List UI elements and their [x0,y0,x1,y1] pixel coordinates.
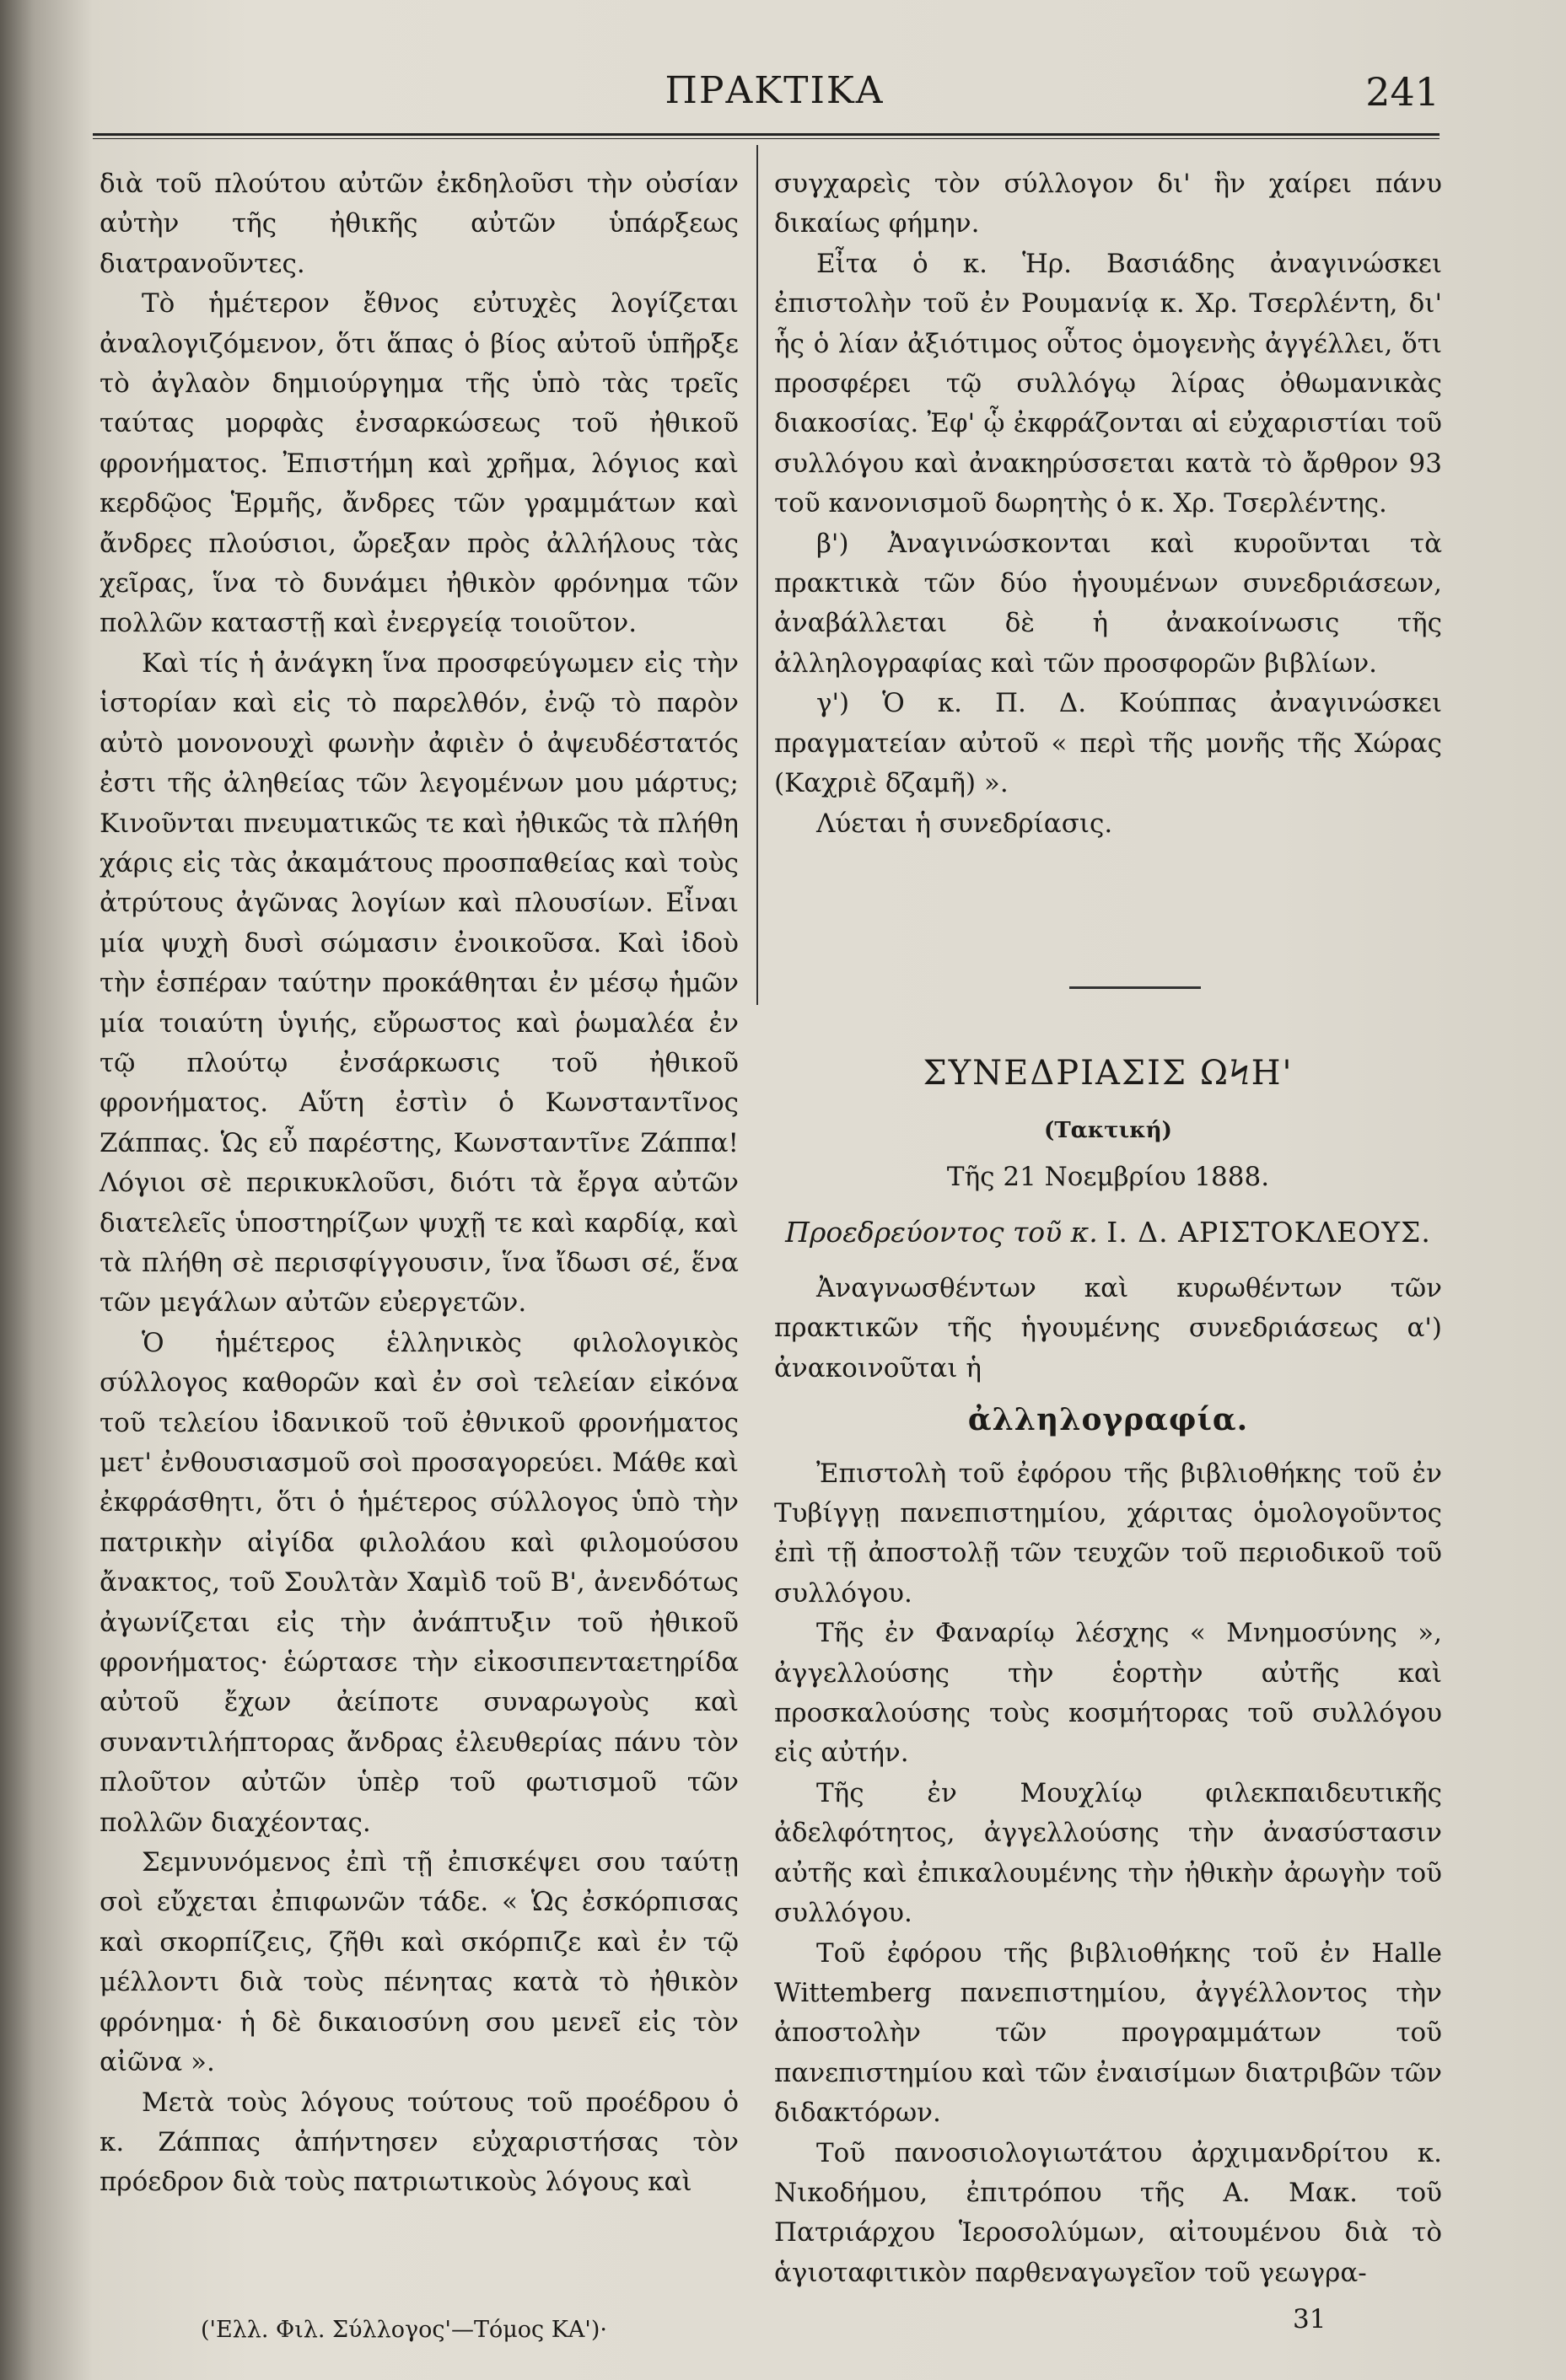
paragraph: Τοῦ πανοσιολογιωτάτου ἀρχιμανδρίτου κ. Νικοδήμου, ἐπιτρόπου τῆς Α. Μακ. τοῦ Πατριάρχου Ἱεροσολύμων, αἰτουμένου διὰ τὸ ἁγιοταφιτικὸν παρθεναγωγεῖον τοῦ γεωγρα- [774,2137,1442,2288]
left-column [100,164,739,2203]
paragraph: Ἐπιστολὴ τοῦ ἐφόρου τῆς βιβλιοθήκης τοῦ ἐν Τυβίγγῃ πανεπιστημίου, χάριτας ὁμολογοῦντος ἐπὶ τῇ ἀποστολῇ τῶν τευχῶν τοῦ περιοδικοῦ τοῦ συλλόγου. [774,1458,1442,1609]
paragraph: συγχαρεὶς τὸν σύλλογον δι' ἣν χαίρει πάνυ δικαίως φήμην. [774,169,1442,239]
footer-source: ('Ελλ. Φιλ. Σύλλογος'—Τόμος ΚΑ')· [201,2317,607,2343]
paragraph: γ') Ὁ κ. Π. Δ. Κούππας ἀναγινώσκει πραγματείαν αὐτοῦ « περὶ τῆς μονῆς τῆς Χώρας (Καχριὲ δζαμῆ) ». [774,688,1442,799]
paragraph: Ἀναγνωσθέντων καὶ κυρωθέντων τῶν πρακτικῶν τῆς ἡγουμένης συνεδριάσεως α') ἀνακοινοῦται ἡ [774,1273,1442,1383]
presiding-prefix: Προεδρεύοντος τοῦ κ. [785,1216,1098,1249]
session-date: Τῆς 21 Νοεμβρίου 1888. [946,1162,1270,1192]
right-column-bottom [774,1269,1442,2293]
page-header [110,69,1440,128]
paragraph: Καὶ τίς ἡ ἀνάγκη ἵνα προσφεύγωμεν εἰς τὴν ἱστορίαν καὶ εἰς τὸ παρελθόν, ἐνῷ τὸ παρὸν αὐτὸ μονονουχὶ φωνὴν ἀφιὲν ὁ ἀψευδέστατός ἐστι τῆς ἀληθείας τῶν λεγομένων μου μάρτυς; Κινοῦνται πνευματικῶς τε καὶ ἠθικῶς τὰ πλήθη χάρις εἰς τὰς ἀκαμάτους προσπαθείας καὶ τοὺς ἀτρύτους ἀγῶνας λογίων καὶ πλουσίων. Εἶναι μία ψυχὴ δυσὶ σώμασιν ἐνοικοῦσα. Καὶ ἰδοὺ τὴν ἑσπέραν ταύτην προκάθηται ἐν μέσῳ ἡμῶν μία τοιαύτη ὑγιής, εὔρωστος καὶ ῥωμαλέα ἐν τῷ πλούτῳ ἐνσάρκωσις τοῦ ἠθικοῦ φρονήματος. Αὕτη ἐστὶν ὁ Κωνσταντῖνος Ζάππας. Ὡς εὖ παρέστης, Κωνσταντῖνε Ζάππα! Λόγιοι σὲ περικυκλοῦσι, διότι τὰ ἔργα αὐτῶν διατελεῖς ὑποστηρίζων ψυχῇ τε καὶ καρδίᾳ, καὶ τὰ πλήθη σὲ περισφίγγουσιν, ἵνα ἴδωσι σέ, ἕνα τῶν μεγάλων αὐτῶν εὐεργετῶν. [100,647,739,1319]
page-number: 241 [1365,69,1440,115]
signature-mark: 31 [1293,2304,1327,2334]
paragraph: Λύεται ἡ συνεδρίασις. [816,808,1113,839]
right-column-top [774,164,1442,844]
correspondence-heading: ἀλληλογραφία. [967,1402,1249,1438]
paragraph: β') Ἀναγινώσκονται καὶ κυροῦνται τὰ πρακτικὰ τῶν δύο ἡγουμένων συνεδριάσεων, ἀναβάλλεται δὲ ἡ ἀνακοίνωσις τῆς ἀλληλογραφίας καὶ τῶν προσφορῶν βιβλίων. [774,528,1442,679]
paragraph: Τῆς ἐν Μουχλίῳ φιλεκπαιδευτικῆς ἀδελφότητος, ἀγγελλούσης τὴν ἀνασύστασιν αὐτῆς καὶ ἐπικαλουμένης τὴν ἠθικὴν ἀρωγὴν τοῦ συλλόγου. [774,1777,1442,1929]
session-type: (Τακτική) [1044,1118,1172,1143]
column-divider [756,145,758,1005]
paragraph: Τῆς ἐν Φαναρίῳ λέσχης « Μνημοσύνης », ἀγγελλούσης τὴν ἑορτὴν αὐτῆς καὶ προσκαλούσης τοὺς κοσμήτορας τοῦ συλλόγου εἰς αὐτήν. [774,1618,1442,1769]
presiding-name: Ι. Δ. ΑΡΙΣΤΟΚΛΕΟΥΣ. [1106,1216,1431,1249]
paragraph: Τοῦ ἐφόρου τῆς βιβλιοθήκης τοῦ ἐν Halle Wittemberg πανεπιστημίου, ἀγγέλλοντος τὴν ἀποστολὴν τῶν προγραμμάτων τοῦ πανεπιστημίου καὶ τῶν ἐναισίμων διατριβῶν τῶν διδακτόρων. [774,1937,1442,2129]
header-rule [93,133,1440,139]
presiding-line [774,1216,1442,1249]
paragraph: Σεμνυνόμενος ἐπὶ τῇ ἐπισκέψει σου ταύτῃ σοὶ εὔχεται ἐπιφωνῶν τάδε. « Ὡς ἐσκόρπισας καὶ σκορπίζεις, ζῆθι καὶ σκόρπιζε καὶ ἐν τῷ μέλλοντι διὰ τοὺς πένητας κατὰ τὸ ἠθικὸν φρόνημα· ἡ δὲ δικαιοσύνη σου μενεῖ εἰς τὸν αἰῶνα ». [100,1847,739,2078]
running-title: ΠΡΑΚΤΙΚΑ [665,69,885,112]
paragraph: Τὸ ἡμέτερον ἔθνος εὐτυχὲς λογίζεται ἀναλογιζόμενον, ὅτι ἅπας ὁ βίος αὐτοῦ ὑπῆρξε τὸ ἀγλαὸν δημιούργημα τῆς ὑπὸ τὰς τρεῖς ταύτας μορφὰς ἐνσαρκώσεως τοῦ ἠθικοῦ φρονήματος. Ἐπιστήμη καὶ χρῆμα, λόγιος καὶ κερδῷος Ἑρμῆς, ἄνδρες τῶν γραμμάτων καὶ ἄνδρες πλούσιοι, ὤρεξαν πρὸς ἀλλήλους τὰς χεῖρας, ἵνα τὸ δυνάμει ἠθικὸν φρόνημα τῶν πολλῶν καταστῇ καὶ ἐνεργείᾳ τοιοῦτον. [100,288,739,639]
paragraph: Μετὰ τοὺς λόγους τούτους τοῦ προέδρου ὁ κ. Ζάππας ἀπήντησεν εὐχαριστήσας τὸν πρόεδρον διὰ τοὺς πατριωτικοὺς λόγους καὶ [100,2087,739,2198]
paragraph: διὰ τοῦ πλούτου αὐτῶν ἐκδηλοῦσι τὴν οὐσίαν αὐτὴν τῆς ἠθικῆς αὐτῶν ὑπάρξεως διατρανοῦντες. [100,169,739,279]
session-title: ΣΥΝΕΔΡΙΑΣΙΣ ΩϞΗ' [923,1054,1294,1093]
paragraph: Ὁ ἡμέτερος ἑλληνικὸς φιλολογικὸς σύλλογος καθορῶν καὶ ἐν σοὶ τελείαν εἰκόνα τοῦ τελείου ἰδανικοῦ τοῦ ἐθνικοῦ φρονήματος μετ' ἐνθουσιασμοῦ σοὶ προσαγορεύει. Μάθε καὶ ἐκφράσθητι, ὅτι ὁ ἡμέτερος σύλλογος ὑπὸ τὴν πατρικὴν αἰγίδα φιλολάου καὶ φιλομούσου ἄνακτος, τοῦ Σουλτὰν Χαμὶδ τοῦ Β', ἀνενδότως ἀγωνίζεται εἰς τὴν ἀνάπτυξιν τοῦ ἠθικοῦ φρονήματος· ἑώρτασε τὴν εἰκοσιπενταετηρίδα αὐτοῦ ἔχων ἀείποτε συναρωγοὺς καὶ συναντιλήπτορας ἄνδρας ἐλευθερίας πάνυ τὸν πλοῦτον αὐτῶν ὑπὲρ τοῦ φωτισμοῦ τῶν πολλῶν διαχέοντας. [100,1327,739,1838]
paragraph: Εἶτα ὁ κ. Ἡρ. Βασιάδης ἀναγινώσκει ἐπιστολὴν τοῦ ἐν Ρουμανίᾳ κ. Χρ. Τσερλέντη, δι' ἧς ὁ λίαν ἀξιότιμος οὗτος ὁμογενὴς ἀγγέλλει, ὅτι προσφέρει τῷ συλλόγῳ λίρας ὀθωμανικὰς διακοσίας. Ἐφ' ᾧ ἐκφράζονται αἱ εὐχαριστίαι τοῦ συλλόγου καὶ ἀνακηρύσσεται κατὰ τὸ ἄρθρον 93 τοῦ κανονισμοῦ δωρητὴς ὁ κ. Χρ. Τσερλέντης. [774,248,1442,519]
section-separator [1069,986,1201,989]
